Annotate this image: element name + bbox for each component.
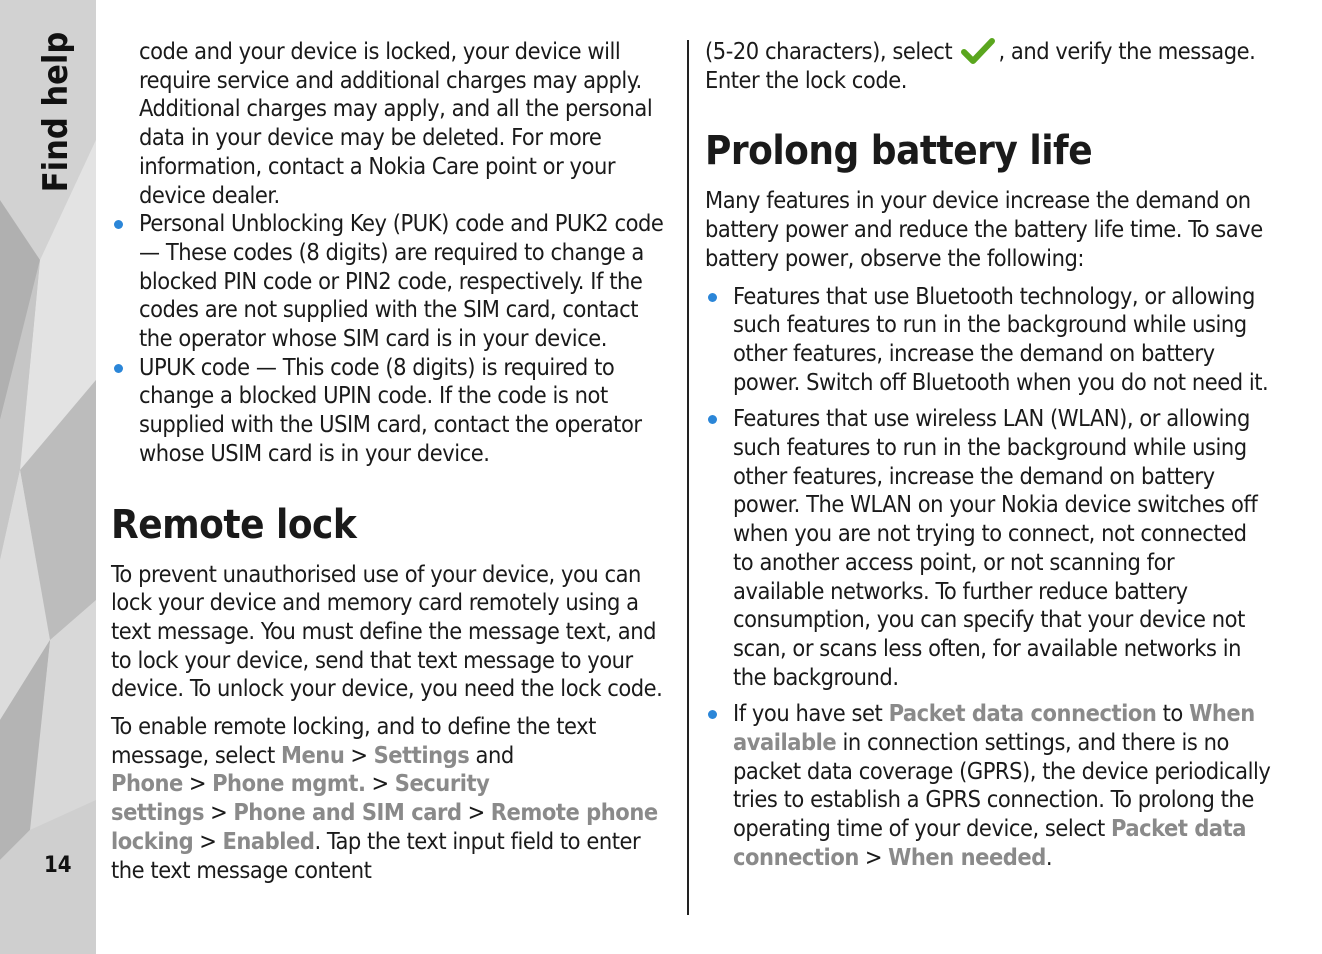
column-divider [687, 40, 689, 915]
instruction-tail: . Tap the text input field to enter the text message content [111, 826, 641, 884]
puk-bullet-list [111, 209, 676, 467]
remote-lock-heading: Remote lock [111, 501, 357, 548]
bullet-text: in connection settings, and there is no packet data coverage (GPRS), the device periodically tries to establish a GPRS connection. To prolong the operating time of your device, select [733, 728, 1271, 843]
menu-term-phone-mgmt: Phone mgmt. [212, 769, 366, 798]
list-item: Personal Unblocking Key (PUK) code and PUK2 code — These codes (8 digits) are required to change a blocked PIN code or PIN2 code, respectively. If the codes are not supplied with the SIM card, contact the operator whose SIM card is in your device. [111, 209, 676, 353]
right-column [705, 37, 1271, 872]
list-item [705, 699, 1271, 871]
section-tab-title: Find help [36, 31, 76, 193]
menu-term-when-available: When available [733, 699, 1255, 757]
continued-text: (5-20 characters), select [705, 37, 959, 65]
remote-lock-instructions [111, 712, 676, 884]
conjunction-text: and [469, 740, 514, 769]
list-item: Features that use wireless LAN (WLAN), or allowing such features to run in the background while using other features, increase the demand on battery power. The WLAN on your Nokia device switches off when you are not trying to connect, not connected to another access point, or not scanning for available networks. To further reduce battery consumption, you can specify that your device not scan, or scans less often, for available networks in the background. [705, 404, 1271, 691]
bullet-text: to [1156, 699, 1190, 728]
sentence-period: . [1045, 842, 1053, 871]
page-number: 14 [44, 853, 72, 878]
battery-intro: Many features in your device increase the demand on battery power and reduce the battery life time. To save battery power, observe the following: [705, 186, 1263, 272]
menu-term-phone-and-sim: Phone and SIM card [233, 798, 462, 827]
path-separator: > [210, 798, 228, 827]
list-item: Features that use Bluetooth technology, or allowing such features to run in the background while using other features, increase the demand on battery power. Switch off Bluetooth when you do not need it. [705, 282, 1271, 397]
battery-bullet-list [705, 282, 1271, 872]
list-item: UPUK code — This code (8 digits) is required to change a blocked UPIN code. If the code is not supplied with the USIM card, contact the operator whose USIM card is in your device. [111, 353, 676, 468]
menu-term-menu: Menu [280, 740, 345, 769]
menu-term-packet-data-connection: Packet data connection [888, 699, 1157, 728]
path-separator: > [864, 842, 883, 871]
continued-paragraph: code and your device is locked, your device will require service and additional charges may apply. Additional charges may apply, and all the personal data in your device may be deleted. For more information, contact a Nokia Care point or your device dealer. [139, 37, 653, 209]
instruction-text: To enable remote locking, and to define the text message, select [111, 712, 596, 769]
continued-paragraph [705, 37, 1271, 94]
continued-text: , and verify the message. Enter the lock code. [705, 37, 1256, 94]
left-column [111, 37, 676, 884]
menu-term-remote-phone-locking: Remote phone locking [111, 798, 658, 855]
path-separator: > [199, 826, 217, 855]
path-separator: > [371, 769, 389, 798]
bullet-text: If you have set [733, 699, 889, 728]
menu-term-enabled: Enabled [222, 826, 315, 855]
menu-term-when-needed: When needed [888, 842, 1046, 871]
menu-term-phone: Phone [111, 769, 183, 798]
battery-heading: Prolong battery life [705, 128, 1093, 175]
path-separator: > [350, 740, 368, 769]
menu-term-security-settings: Security settings [111, 769, 490, 827]
menu-term-packet-data-connection: Packet data connection [733, 814, 1247, 871]
path-separator: > [188, 769, 207, 798]
path-separator: > [467, 798, 485, 827]
checkmark-icon [961, 37, 995, 65]
remote-lock-paragraph: To prevent unauthorised use of your device, you can lock your device and memory card remotely using a text message. You must define the message text, and to lock your device, send that text message to your device. To unlock your device, you need the lock code. [111, 559, 663, 703]
menu-term-settings: Settings [373, 740, 470, 769]
